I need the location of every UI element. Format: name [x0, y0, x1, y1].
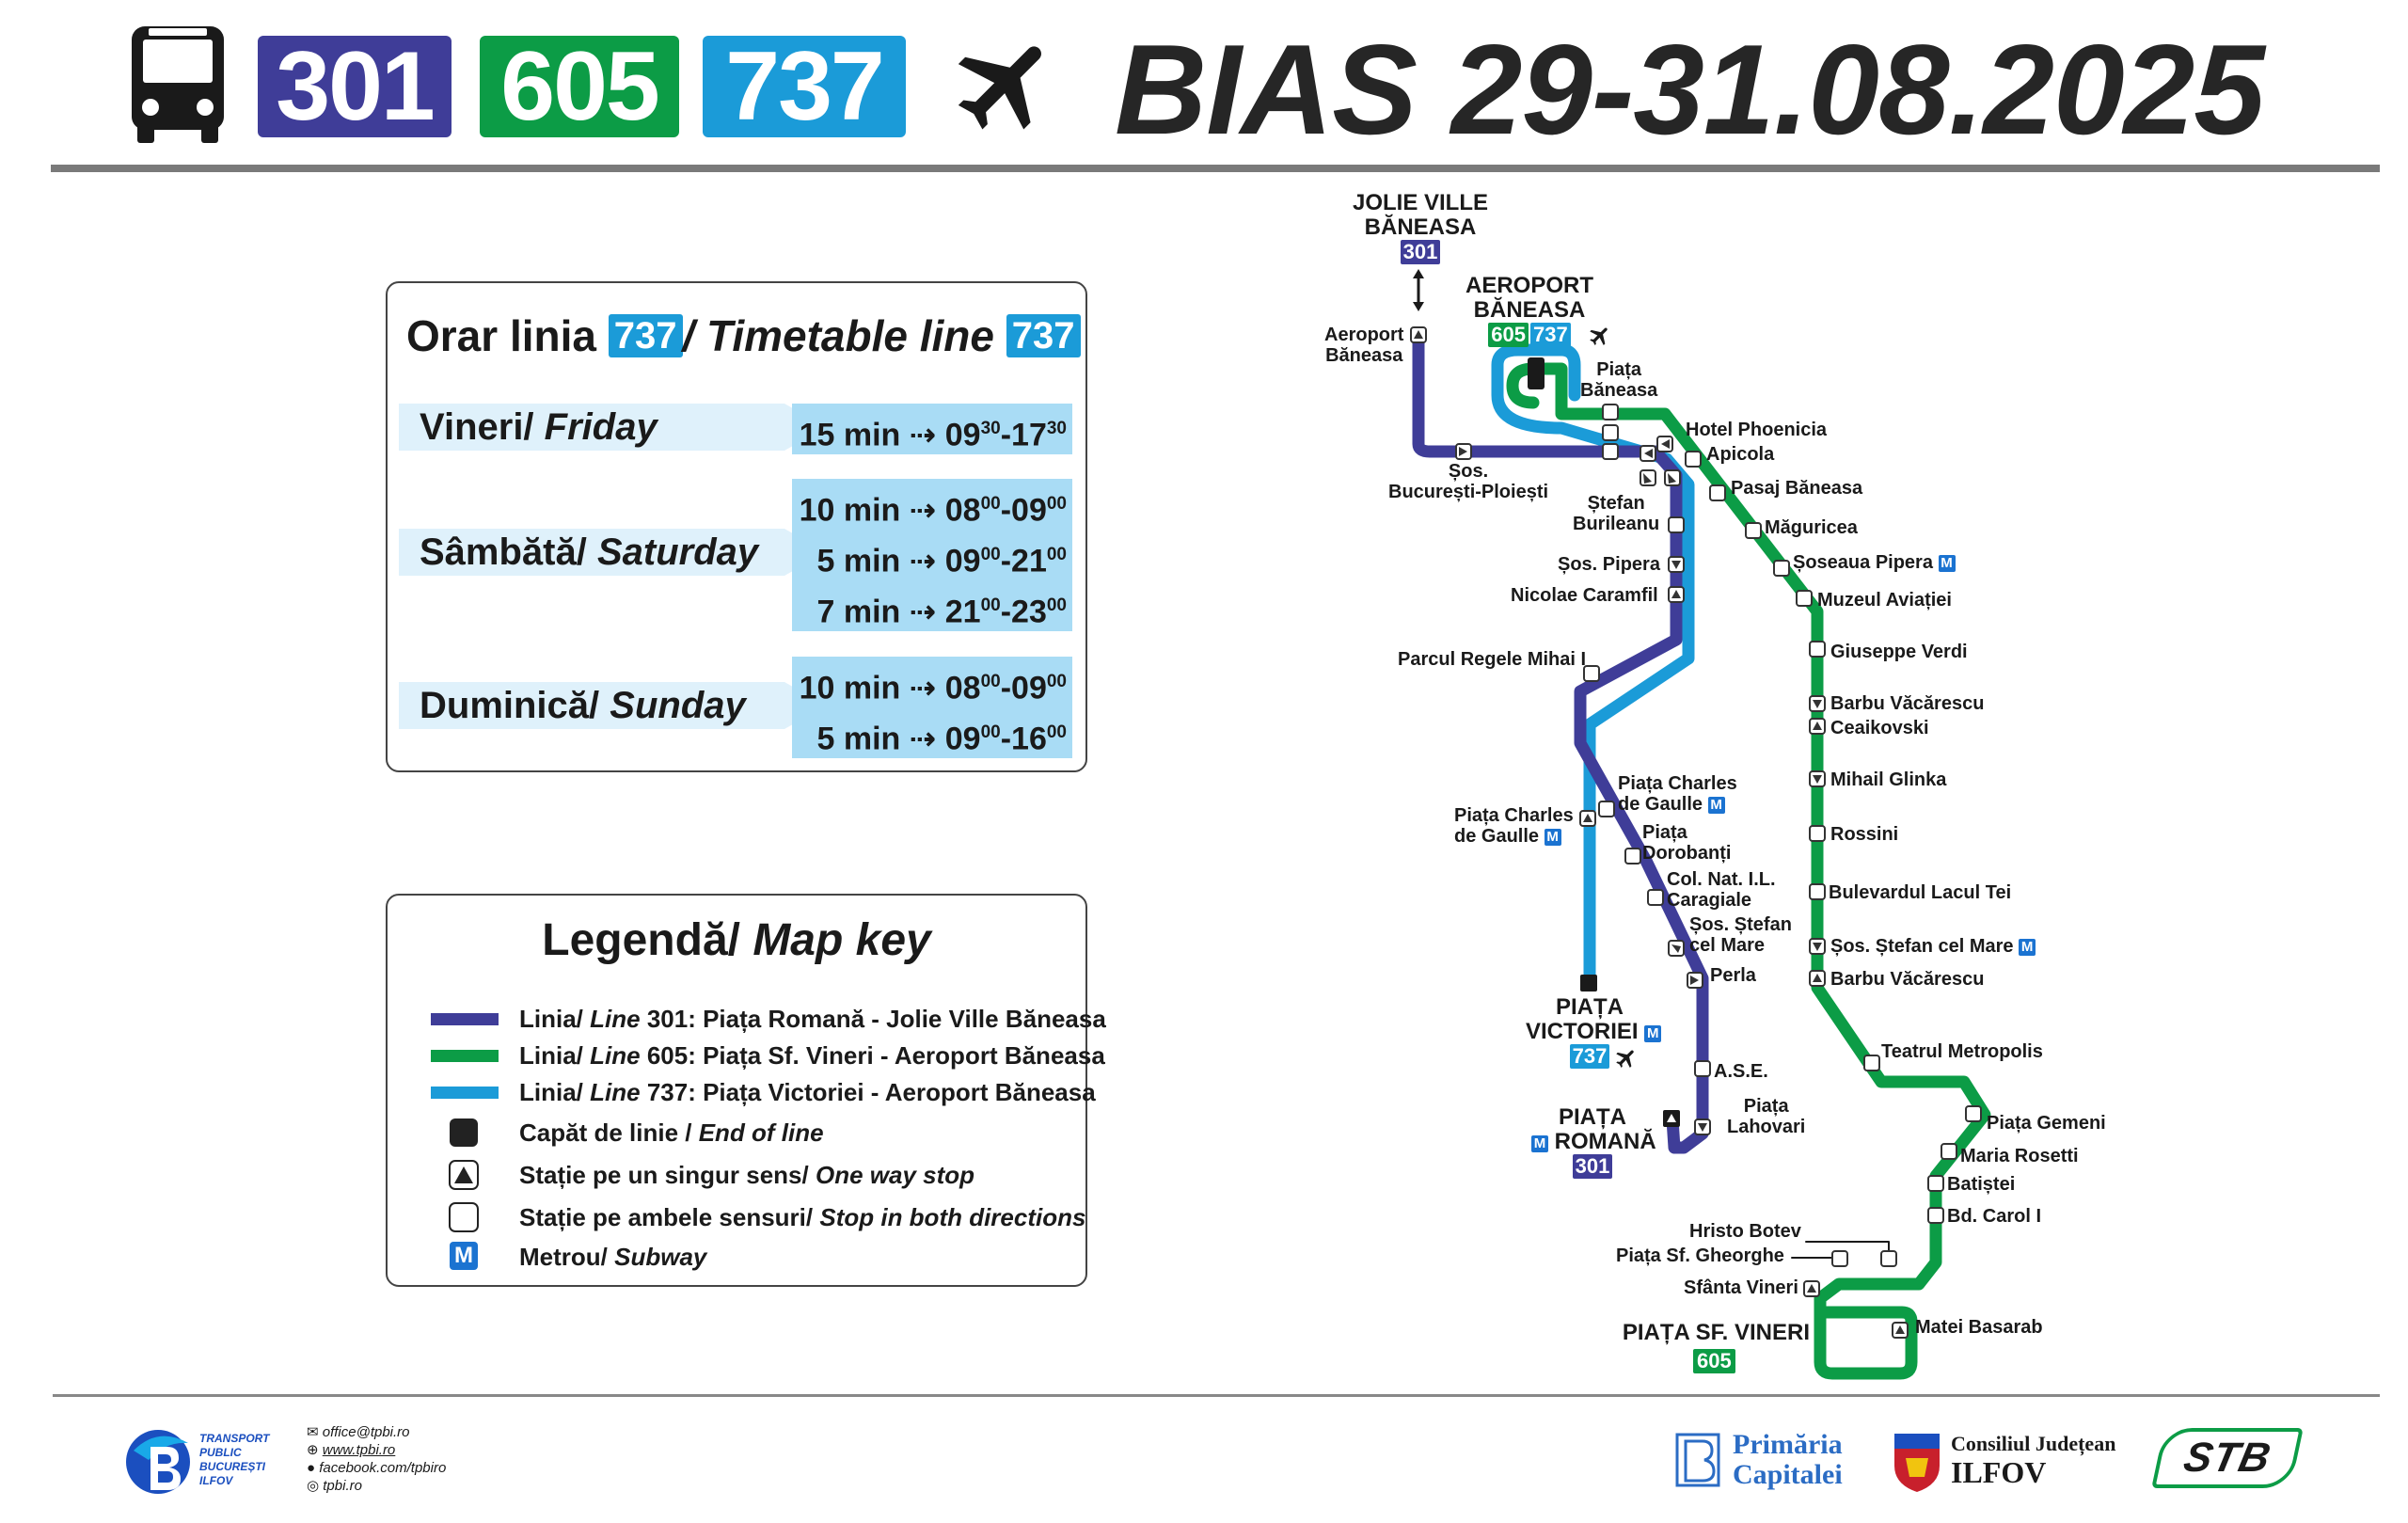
stop-muzeul-aviatiei: Muzeul Aviației	[1817, 590, 1952, 611]
stop-lacul-tei-marker	[1810, 884, 1825, 899]
from-minute: 00	[980, 722, 1001, 742]
tpbi-line: PUBLIC	[199, 1446, 242, 1459]
to-hour: 16	[1011, 721, 1047, 757]
day-sunday-en: Sunday	[610, 685, 746, 726]
legend-symbol-ro: Stație pe ambele sensuri/	[519, 1203, 820, 1231]
stop-name: Băneasa	[1325, 345, 1403, 366]
stop-name: Băneasa	[1580, 380, 1658, 401]
timetable-title-ro: Orar linia	[406, 311, 596, 360]
arrow-icon: ⇢	[909, 721, 937, 757]
contact-text: www.tpbi.ro	[322, 1442, 396, 1458]
to-minute: 30	[1046, 419, 1067, 438]
stop-sfanta-vineri: Sfânta Vineri	[1684, 1277, 1798, 1298]
stop-name: Piața	[1642, 822, 1687, 843]
interval: 10 min	[799, 670, 901, 706]
schedule-row: 10 min ⇢ $08^{00}-09^{00}$	[799, 670, 1067, 706]
interval: 15 min	[799, 417, 901, 453]
day-saturday-en: Saturday	[596, 531, 759, 573]
stop-name: cel Mare	[1689, 935, 1766, 956]
from-minute: 00	[980, 545, 1001, 564]
stop-name: de Gaulle	[1454, 826, 1540, 847]
header-line-737-badge: 737	[703, 36, 906, 137]
header-line-301-badge: 301	[258, 36, 452, 137]
stop-caragiale-marker	[1648, 890, 1663, 905]
terminus-name: PIAȚA	[1556, 994, 1624, 1020]
interval: 5 min	[816, 721, 901, 757]
stop-lacul-tei: Bulevardul Lacul Tei	[1829, 882, 2012, 903]
interval: 5 min	[816, 543, 901, 579]
primaria-logo-icon	[1674, 1432, 1721, 1488]
stop-name: Col. Nat. I.L.	[1667, 869, 1776, 890]
ilfov-coat-of-arms-icon	[1891, 1428, 1943, 1494]
timetable-line-badge-2: 737	[1006, 314, 1081, 357]
stop-stefan-cel-mare	[1689, 914, 1792, 956]
instagram-icon: ◎	[307, 1478, 320, 1494]
from-minute: 00	[980, 672, 1001, 691]
interval: 7 min	[816, 594, 901, 630]
aeroport-plane-icon	[1588, 324, 1612, 348]
stop-name: Aeroport	[1324, 325, 1404, 345]
stop-ase: A.S.E.	[1714, 1061, 1768, 1082]
consiliul-line: Consiliul Județean	[1951, 1432, 2116, 1455]
stop-stefan-burileanu	[1573, 493, 1659, 534]
day-friday-en: Friday	[544, 406, 657, 448]
footer-divider	[53, 1394, 2380, 1397]
legend-symbol-en: Stop in both directions	[819, 1203, 1086, 1231]
legend-symbol-en: Subway	[614, 1243, 707, 1271]
jolie-ville-arrow-head-up	[1413, 269, 1424, 278]
to-hour: 09	[1011, 492, 1047, 529]
contacts	[307, 1423, 446, 1495]
to-minute: 00	[1046, 595, 1067, 615]
stop-nicolae-caramfil: Nicolae Caramfil	[1511, 585, 1658, 606]
subway-icon: M	[450, 1242, 478, 1270]
stop-piata-lahovari	[1727, 1096, 1805, 1137]
stop-teatrul-metropolis: Teatrul Metropolis	[1881, 1041, 2043, 1062]
stop-pasaj-marker	[1710, 485, 1725, 500]
stop-magurica: Măguricea	[1765, 517, 1858, 538]
from-hour: 09	[944, 543, 981, 579]
stop-bd-carol: Bd. Carol I	[1947, 1206, 2042, 1227]
stop-hristo-botev: Hristo Botev	[1689, 1221, 1801, 1242]
tpbi-logo	[120, 1422, 196, 1498]
legend-prefix: Linia/	[519, 1005, 591, 1033]
stop-name: Șos.	[1448, 461, 1489, 482]
line-605-badge: 605	[1693, 1349, 1735, 1373]
legend-symbol-ro: Metrou/	[519, 1243, 615, 1271]
day-sunday-ro: Duminică/	[420, 685, 600, 726]
contact-website[interactable]	[307, 1441, 446, 1459]
stop-matei-basarab: Matei Basarab	[1915, 1317, 2043, 1338]
stop-giuseppe-marker	[1810, 642, 1825, 657]
schedule-row: 7 min ⇢ $21^{00}-23^{00}$	[816, 594, 1067, 630]
legend-symbol-ro: Capăt de linie /	[519, 1118, 699, 1147]
header-line-605-badge: 605	[480, 36, 679, 137]
stop-piata-baneasa	[1580, 359, 1657, 401]
line-301-badge: 301	[1401, 240, 1441, 264]
terminus-vineri	[1607, 1321, 1810, 1345]
subway-icon: M	[1531, 1135, 1548, 1152]
primaria-line: Capitalei	[1733, 1459, 1843, 1490]
stop-carol-marker	[1928, 1208, 1943, 1223]
day-saturday-ro: Sâmbătă/	[420, 531, 587, 573]
arrow-icon: ⇢	[909, 492, 937, 529]
stop-muzeul-marker	[1797, 591, 1812, 606]
primaria-line: Primăria	[1733, 1429, 1843, 1460]
arrow-icon: ⇢	[909, 543, 937, 579]
legend-symbol-en: One way stop	[815, 1161, 975, 1189]
tpbi-line: ILFOV	[199, 1474, 233, 1487]
timetable-line-badge: 737	[609, 314, 683, 357]
schedule-row: 10 min ⇢ $08^{00}-09^{00}$	[799, 492, 1067, 529]
stop-name: Șoseaua Pipera	[1793, 552, 1933, 573]
stop-gheorghe-marker	[1832, 1251, 1847, 1266]
stop-parcul-regele: Parcul Regele Mihai I	[1398, 649, 1587, 670]
terminus-name: BĂNEASA	[1364, 214, 1477, 240]
from-minute: 00	[980, 595, 1001, 615]
contact-instagram[interactable]	[307, 1477, 446, 1495]
stop-name: Piața Charles	[1618, 773, 1737, 794]
stop-aeroport-baneasa	[1324, 325, 1403, 366]
stop-stefan-cel-mare-green	[1830, 936, 2036, 957]
stop-mihail-glinka: Mihail Glinka	[1830, 769, 1947, 790]
legend-number: 737	[646, 1078, 689, 1106]
stop-name: Șos. Ștefan cel Mare	[1830, 936, 2014, 957]
stop-gemeni-marker	[1966, 1106, 1981, 1121]
schedule-row: 15 min ⇢ $09^{30}-17^{30}$	[799, 417, 1067, 453]
to-hour: 17	[1011, 417, 1047, 453]
stop-perla: Perla	[1710, 965, 1756, 986]
schedule-row: 5 min ⇢ $09^{00}-16^{00}$	[816, 721, 1067, 757]
consiliul-line: ILFOV	[1951, 1455, 2047, 1489]
terminus-name: AEROPORT	[1465, 273, 1593, 298]
stop-name: București-Ploiești	[1388, 482, 1549, 502]
stop-magurica-marker	[1746, 523, 1761, 538]
stop-metropolis-marker	[1864, 1055, 1879, 1071]
stop-charles-de-gaulle-east	[1618, 773, 1737, 815]
subway-icon: M	[1644, 1025, 1661, 1042]
legend-route: : Piața Romană - Jolie Ville Băneasa	[688, 1005, 1106, 1033]
terminus-aeroport	[1464, 274, 1595, 347]
stop-name: Șos. Ștefan	[1689, 914, 1792, 935]
stop-charles-de-gaulle-west	[1454, 805, 1574, 847]
stop-sos-pipera: Șos. Pipera	[1558, 554, 1660, 575]
from-minute: 30	[980, 419, 1001, 438]
jolie-ville-arrow-head-down	[1413, 302, 1424, 311]
terminus-name: VICTORIEI	[1526, 1019, 1639, 1044]
to-minute: 00	[1046, 494, 1067, 514]
stop-piata-sf-gheorghe: Piața Sf. Gheorghe	[1616, 1245, 1784, 1266]
stop-name: Burileanu	[1573, 514, 1660, 534]
to-hour: 21	[1011, 543, 1047, 579]
stop-name: Caragiale	[1667, 890, 1752, 911]
legend-number: 605	[646, 1041, 689, 1070]
line-301-badge: 301	[1573, 1154, 1613, 1179]
to-minute: 00	[1046, 722, 1067, 742]
stop-rossini: Rossini	[1830, 824, 1899, 845]
from-hour: 21	[944, 594, 981, 630]
to-minute: 00	[1046, 545, 1067, 564]
legend-title-ro: Legendă/	[542, 915, 740, 965]
stop-maria-rosetti: Maria Rosetti	[1960, 1146, 2079, 1166]
line-737-badge: 737	[1530, 323, 1571, 347]
legend-prefix: Linia/	[519, 1041, 591, 1070]
from-hour: 08	[944, 670, 981, 706]
facebook-icon: ●	[307, 1460, 316, 1476]
stb-logo	[2151, 1428, 2304, 1488]
stop-ase-marker	[1695, 1061, 1710, 1076]
stop-sos-bucuresti	[1388, 461, 1548, 502]
stop-name: Dorobanți	[1642, 843, 1732, 864]
stop-piata-baneasa-marker-3	[1603, 444, 1618, 459]
subway-icon: M	[1708, 797, 1725, 814]
stop-name: Piața	[1596, 359, 1642, 380]
stop-apicola: Apicola	[1706, 444, 1775, 465]
stop-ceaikovski: Ceaikovski	[1830, 718, 1929, 738]
stop-barbu-vacarescu-1: Barbu Văcărescu	[1830, 693, 1985, 714]
to-hour: 09	[1011, 670, 1047, 706]
stop-dorobanti-marker	[1625, 849, 1640, 864]
stop-pasaj-baneasa: Pasaj Băneasa	[1731, 478, 1863, 499]
stop-parcul-marker	[1584, 666, 1599, 681]
subway-icon: M	[1939, 555, 1956, 572]
legend-route: : Piața Victoriei - Aeroport Băneasa	[688, 1078, 1096, 1106]
stop-name: Lahovari	[1727, 1117, 1806, 1137]
stop-hotel-phoenicia: Hotel Phoenicia	[1686, 420, 1828, 440]
tpbi-line: BUCUREȘTI	[199, 1460, 266, 1473]
contact-facebook[interactable]	[307, 1459, 446, 1477]
stop-apicola-marker	[1686, 452, 1701, 467]
stop-caragiale	[1667, 869, 1776, 911]
contact-text: office@tpbi.ro	[322, 1424, 410, 1440]
legend-symbol-en: End of line	[698, 1118, 824, 1147]
terminus-name: JOLIE VILLE	[1352, 190, 1489, 215]
terminus-name: PIAȚA	[1559, 1104, 1626, 1130]
victoriei-plane-icon	[1614, 1046, 1639, 1071]
stop-piata-baneasa-marker	[1603, 405, 1618, 420]
legend-number: 301	[646, 1005, 689, 1033]
from-hour: 09	[944, 417, 981, 453]
stop-rossini-marker	[1810, 826, 1825, 841]
stop-barbu-vacarescu-2: Barbu Văcărescu	[1830, 969, 1985, 990]
stop-piata-baneasa-marker-2	[1603, 425, 1618, 440]
legend-line-word: Line	[590, 1005, 641, 1033]
interval: 10 min	[799, 492, 901, 529]
stop-name: Piața	[1743, 1096, 1789, 1117]
terminus-name: PIAȚA SF. VINERI	[1622, 1320, 1810, 1345]
terminus-victoriei-marker	[1580, 975, 1597, 992]
legend-symbol-ro: Stație pe un singur sens/	[519, 1161, 816, 1189]
subway-icon: M	[1545, 829, 1561, 846]
terminus-aeroport-marker	[1528, 357, 1545, 389]
legend-line-word: Line	[590, 1041, 641, 1070]
mail-icon: ✉	[307, 1424, 319, 1440]
to-hour: 23	[1011, 594, 1047, 630]
to-minute: 00	[1046, 672, 1067, 691]
contact-text: tpbi.ro	[323, 1478, 362, 1494]
from-minute: 00	[980, 494, 1001, 514]
line-605-badge: 605	[1488, 323, 1529, 347]
legend-route: : Piața Sf. Vineri - Aeroport Băneasa	[688, 1041, 1105, 1070]
day-friday-ro: Vineri/	[420, 406, 534, 448]
stop-stefan-burileanu-marker	[1669, 517, 1684, 532]
stop-giuseppe-verdi: Giuseppe Verdi	[1830, 642, 1968, 662]
arrow-icon: ⇢	[909, 417, 937, 453]
stop-batistei: Batiștei	[1947, 1174, 2016, 1195]
stop-charles-east-marker	[1599, 801, 1614, 817]
arrow-icon: ⇢	[909, 670, 937, 706]
consiliul-name	[1951, 1432, 2115, 1488]
from-hour: 08	[944, 492, 981, 529]
terminus-romana	[1531, 1105, 1654, 1179]
stop-name: de Gaulle	[1618, 794, 1703, 815]
stop-batistei-marker	[1928, 1176, 1943, 1191]
schedule-row: 5 min ⇢ $09^{00}-21^{00}$	[816, 543, 1067, 579]
stop-piata-gemeni: Piața Gemeni	[1987, 1113, 2106, 1134]
arrow-icon: ⇢	[909, 594, 937, 630]
legend-prefix: Linia/	[519, 1078, 591, 1106]
stop-sos-pipera-green-marker	[1774, 561, 1789, 576]
legend-line-word: Line	[590, 1078, 641, 1106]
stop-name: Ștefan	[1587, 493, 1645, 514]
from-hour: 09	[944, 721, 981, 757]
terminus-name: ROMANĂ	[1554, 1129, 1656, 1154]
stop-rosetti-marker	[1941, 1144, 1956, 1159]
subway-icon: M	[2019, 939, 2036, 956]
contact-email[interactable]	[307, 1423, 446, 1441]
stop-botev-marker	[1881, 1251, 1896, 1266]
line-737-badge: 737	[1570, 1044, 1610, 1069]
stop-piata-dorobanti	[1642, 822, 1731, 864]
timetable-title-en: / Timetable line	[682, 311, 994, 360]
tpbi-line: TRANSPORT	[199, 1432, 270, 1445]
globe-icon: ⊕	[307, 1442, 319, 1458]
stop-sos-pipera-green	[1793, 552, 1956, 573]
terminus-jolie-ville	[1345, 191, 1496, 264]
stop-name: Piața Charles	[1454, 805, 1574, 826]
header-title: BIAS 29-31.08.2025	[1115, 18, 2264, 161]
terminus-name: BĂNEASA	[1473, 297, 1586, 323]
tpbi-name	[199, 1432, 269, 1488]
stb-logo-text: STB	[2179, 1435, 2275, 1481]
primaria-name	[1733, 1430, 1843, 1490]
contact-text: facebook.com/tpbiro	[319, 1460, 447, 1476]
legend-title-en: Map key	[752, 915, 931, 965]
